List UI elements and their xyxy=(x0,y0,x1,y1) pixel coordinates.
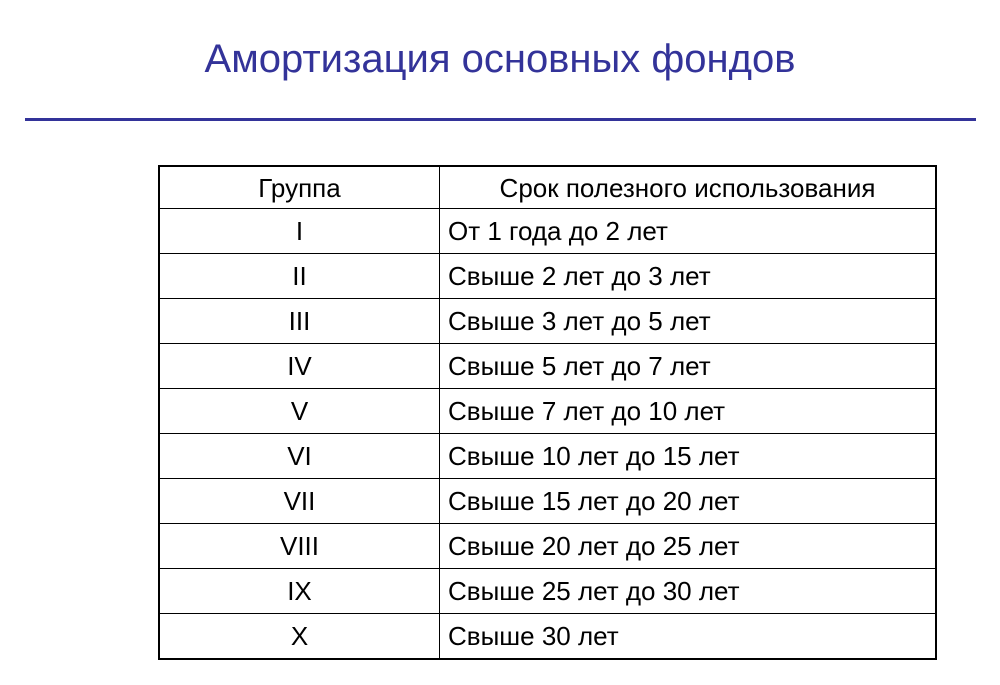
group-cell: IX xyxy=(159,569,440,614)
useful-life-cell: Свыше 7 лет до 10 лет xyxy=(440,389,937,434)
useful-life-cell: Свыше 5 лет до 7 лет xyxy=(440,344,937,389)
table-row xyxy=(159,299,936,344)
group-cell: VI xyxy=(159,434,440,479)
header-group: Группа xyxy=(159,166,440,209)
useful-life-cell: Свыше 25 лет до 30 лет xyxy=(440,569,937,614)
title-divider xyxy=(25,118,976,121)
table-row xyxy=(159,614,936,660)
table-header-row xyxy=(159,166,936,209)
useful-life-cell: Свыше 20 лет до 25 лет xyxy=(440,524,937,569)
depreciation-groups-table xyxy=(158,165,937,660)
group-cell: I xyxy=(159,209,440,254)
table-row xyxy=(159,479,936,524)
table-row xyxy=(159,524,936,569)
group-cell: X xyxy=(159,614,440,660)
group-cell: V xyxy=(159,389,440,434)
group-cell: VIII xyxy=(159,524,440,569)
group-cell: IV xyxy=(159,344,440,389)
group-cell: II xyxy=(159,254,440,299)
table-row xyxy=(159,209,936,254)
table-row xyxy=(159,569,936,614)
depreciation-table-container xyxy=(158,165,937,660)
slide-title: Амортизация основных фондов xyxy=(204,37,796,81)
group-cell: VII xyxy=(159,479,440,524)
table-row xyxy=(159,389,936,434)
group-cell: III xyxy=(159,299,440,344)
table-row xyxy=(159,344,936,389)
header-useful-life: Срок полезного использования xyxy=(440,166,937,209)
useful-life-cell: От 1 года до 2 лет xyxy=(440,209,937,254)
useful-life-cell: Свыше 10 лет до 15 лет xyxy=(440,434,937,479)
useful-life-cell: Свыше 30 лет xyxy=(440,614,937,660)
useful-life-cell: Свыше 2 лет до 3 лет xyxy=(440,254,937,299)
table-row xyxy=(159,254,936,299)
table-row xyxy=(159,434,936,479)
useful-life-cell: Свыше 3 лет до 5 лет xyxy=(440,299,937,344)
useful-life-cell: Свыше 15 лет до 20 лет xyxy=(440,479,937,524)
